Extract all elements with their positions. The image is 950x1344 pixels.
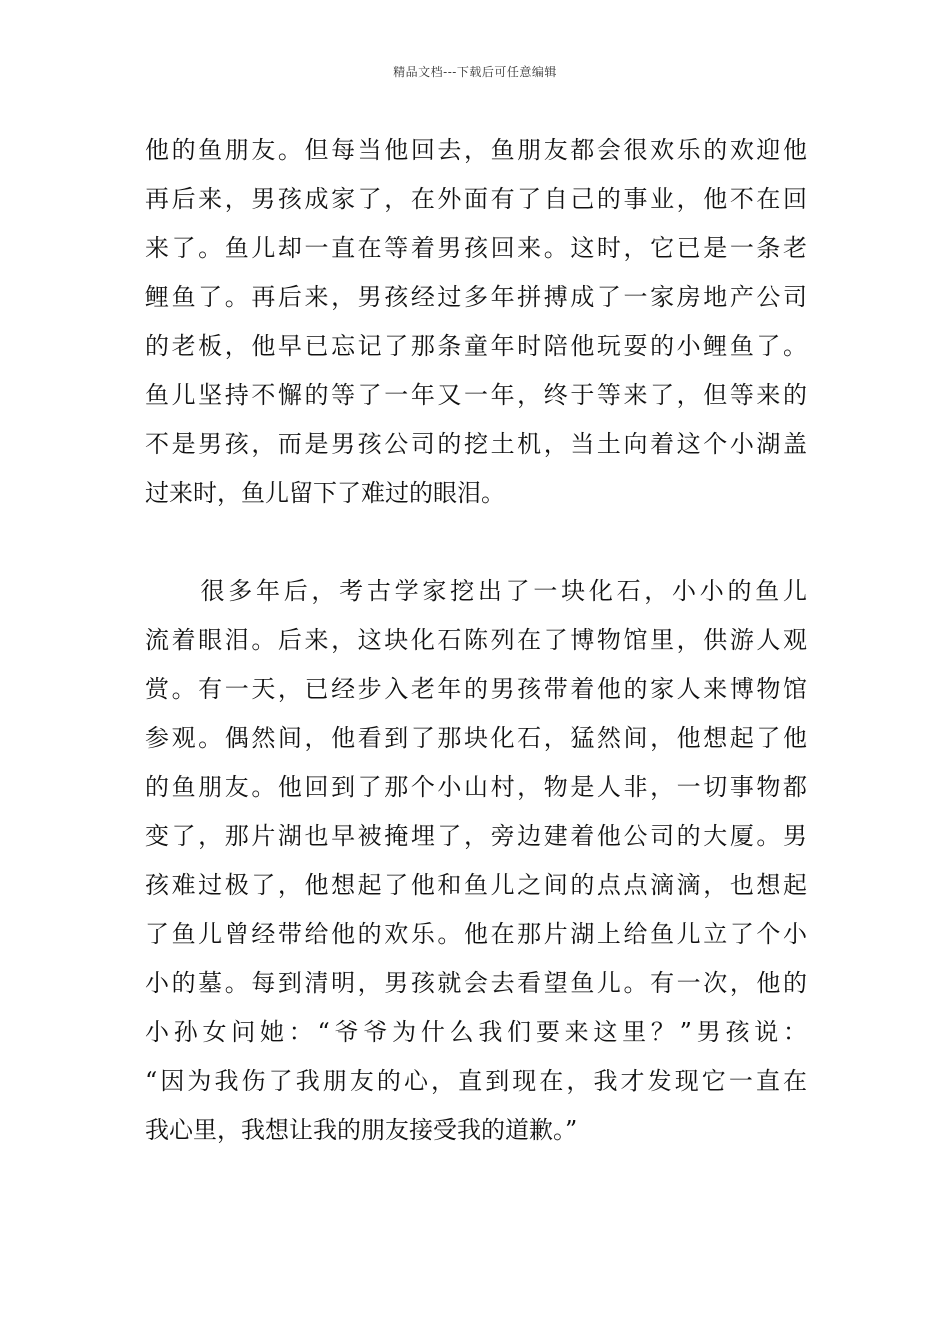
paragraph-line: 变了，那片湖也早被掩埋了，旁边建着他公司的大厦。男 (145, 822, 807, 850)
paragraph-line: 不是男孩，而是男孩公司的挖土机，当土向着这个小湖盖 (145, 430, 807, 458)
paragraph-line: 来了。鱼儿却一直在等着男孩回来。这时，它已是一条老 (145, 234, 807, 262)
page-header: 精品文档---下载后可任意编辑 (393, 65, 557, 79)
paragraph-gap (145, 518, 807, 567)
paragraph-line: 孩难过极了，他想起了他和鱼儿之间的点点滴滴，也想起 (145, 871, 807, 899)
paragraph-1 (145, 126, 807, 518)
paragraph-line: 过来时，鱼儿留下了难过的眼泪。 (145, 479, 505, 507)
paragraph-line: 很多年后，考古学家挖出了一块化石，小小的鱼儿 (145, 577, 807, 605)
paragraph-2 (145, 567, 807, 1155)
paragraph-line: 鱼儿坚持不懈的等了一年又一年，终于等来了，但等来的 (145, 381, 807, 409)
paragraph-line: 了鱼儿曾经带给他的欢乐。他在那片湖上给鱼儿立了个小 (145, 920, 807, 948)
paragraph-line: 小的墓。每到清明，男孩就会去看望鱼儿。有一次，他的 (145, 969, 807, 997)
paragraph-line: 的老板，他早已忘记了那条童年时陪他玩耍的小鲤鱼了。 (145, 332, 807, 360)
document-body (145, 126, 807, 1155)
paragraph-line: 赏。有一天，已经步入老年的男孩带着他的家人来博物馆 (145, 675, 807, 703)
paragraph-line: 参观。偶然间，他看到了那块化石，猛然间，他想起了他 (145, 724, 807, 752)
paragraph-line: 再后来，男孩成家了，在外面有了自己的事业，他不在回 (145, 185, 807, 213)
paragraph-line: 我心里，我想让我的朋友接受我的道歉。” (145, 1116, 578, 1144)
paragraph-line: “因为我伤了我朋友的心，直到现在，我才发现它一直在 (145, 1067, 807, 1095)
paragraph-line: 流着眼泪。后来，这块化石陈列在了博物馆里，供游人观 (145, 626, 807, 654)
paragraph-line: 鲤鱼了。再后来，男孩经过多年拼搏成了一家房地产公司 (145, 283, 807, 311)
paragraph-line: 小孙女问她：“爷爷为什么我们要来这里？”男孩说： (145, 1018, 807, 1046)
paragraph-line: 的鱼朋友。他回到了那个小山村，物是人非，一切事物都 (145, 773, 807, 801)
paragraph-line: 他的鱼朋友。但每当他回去，鱼朋友都会很欢乐的欢迎他 (145, 136, 807, 164)
